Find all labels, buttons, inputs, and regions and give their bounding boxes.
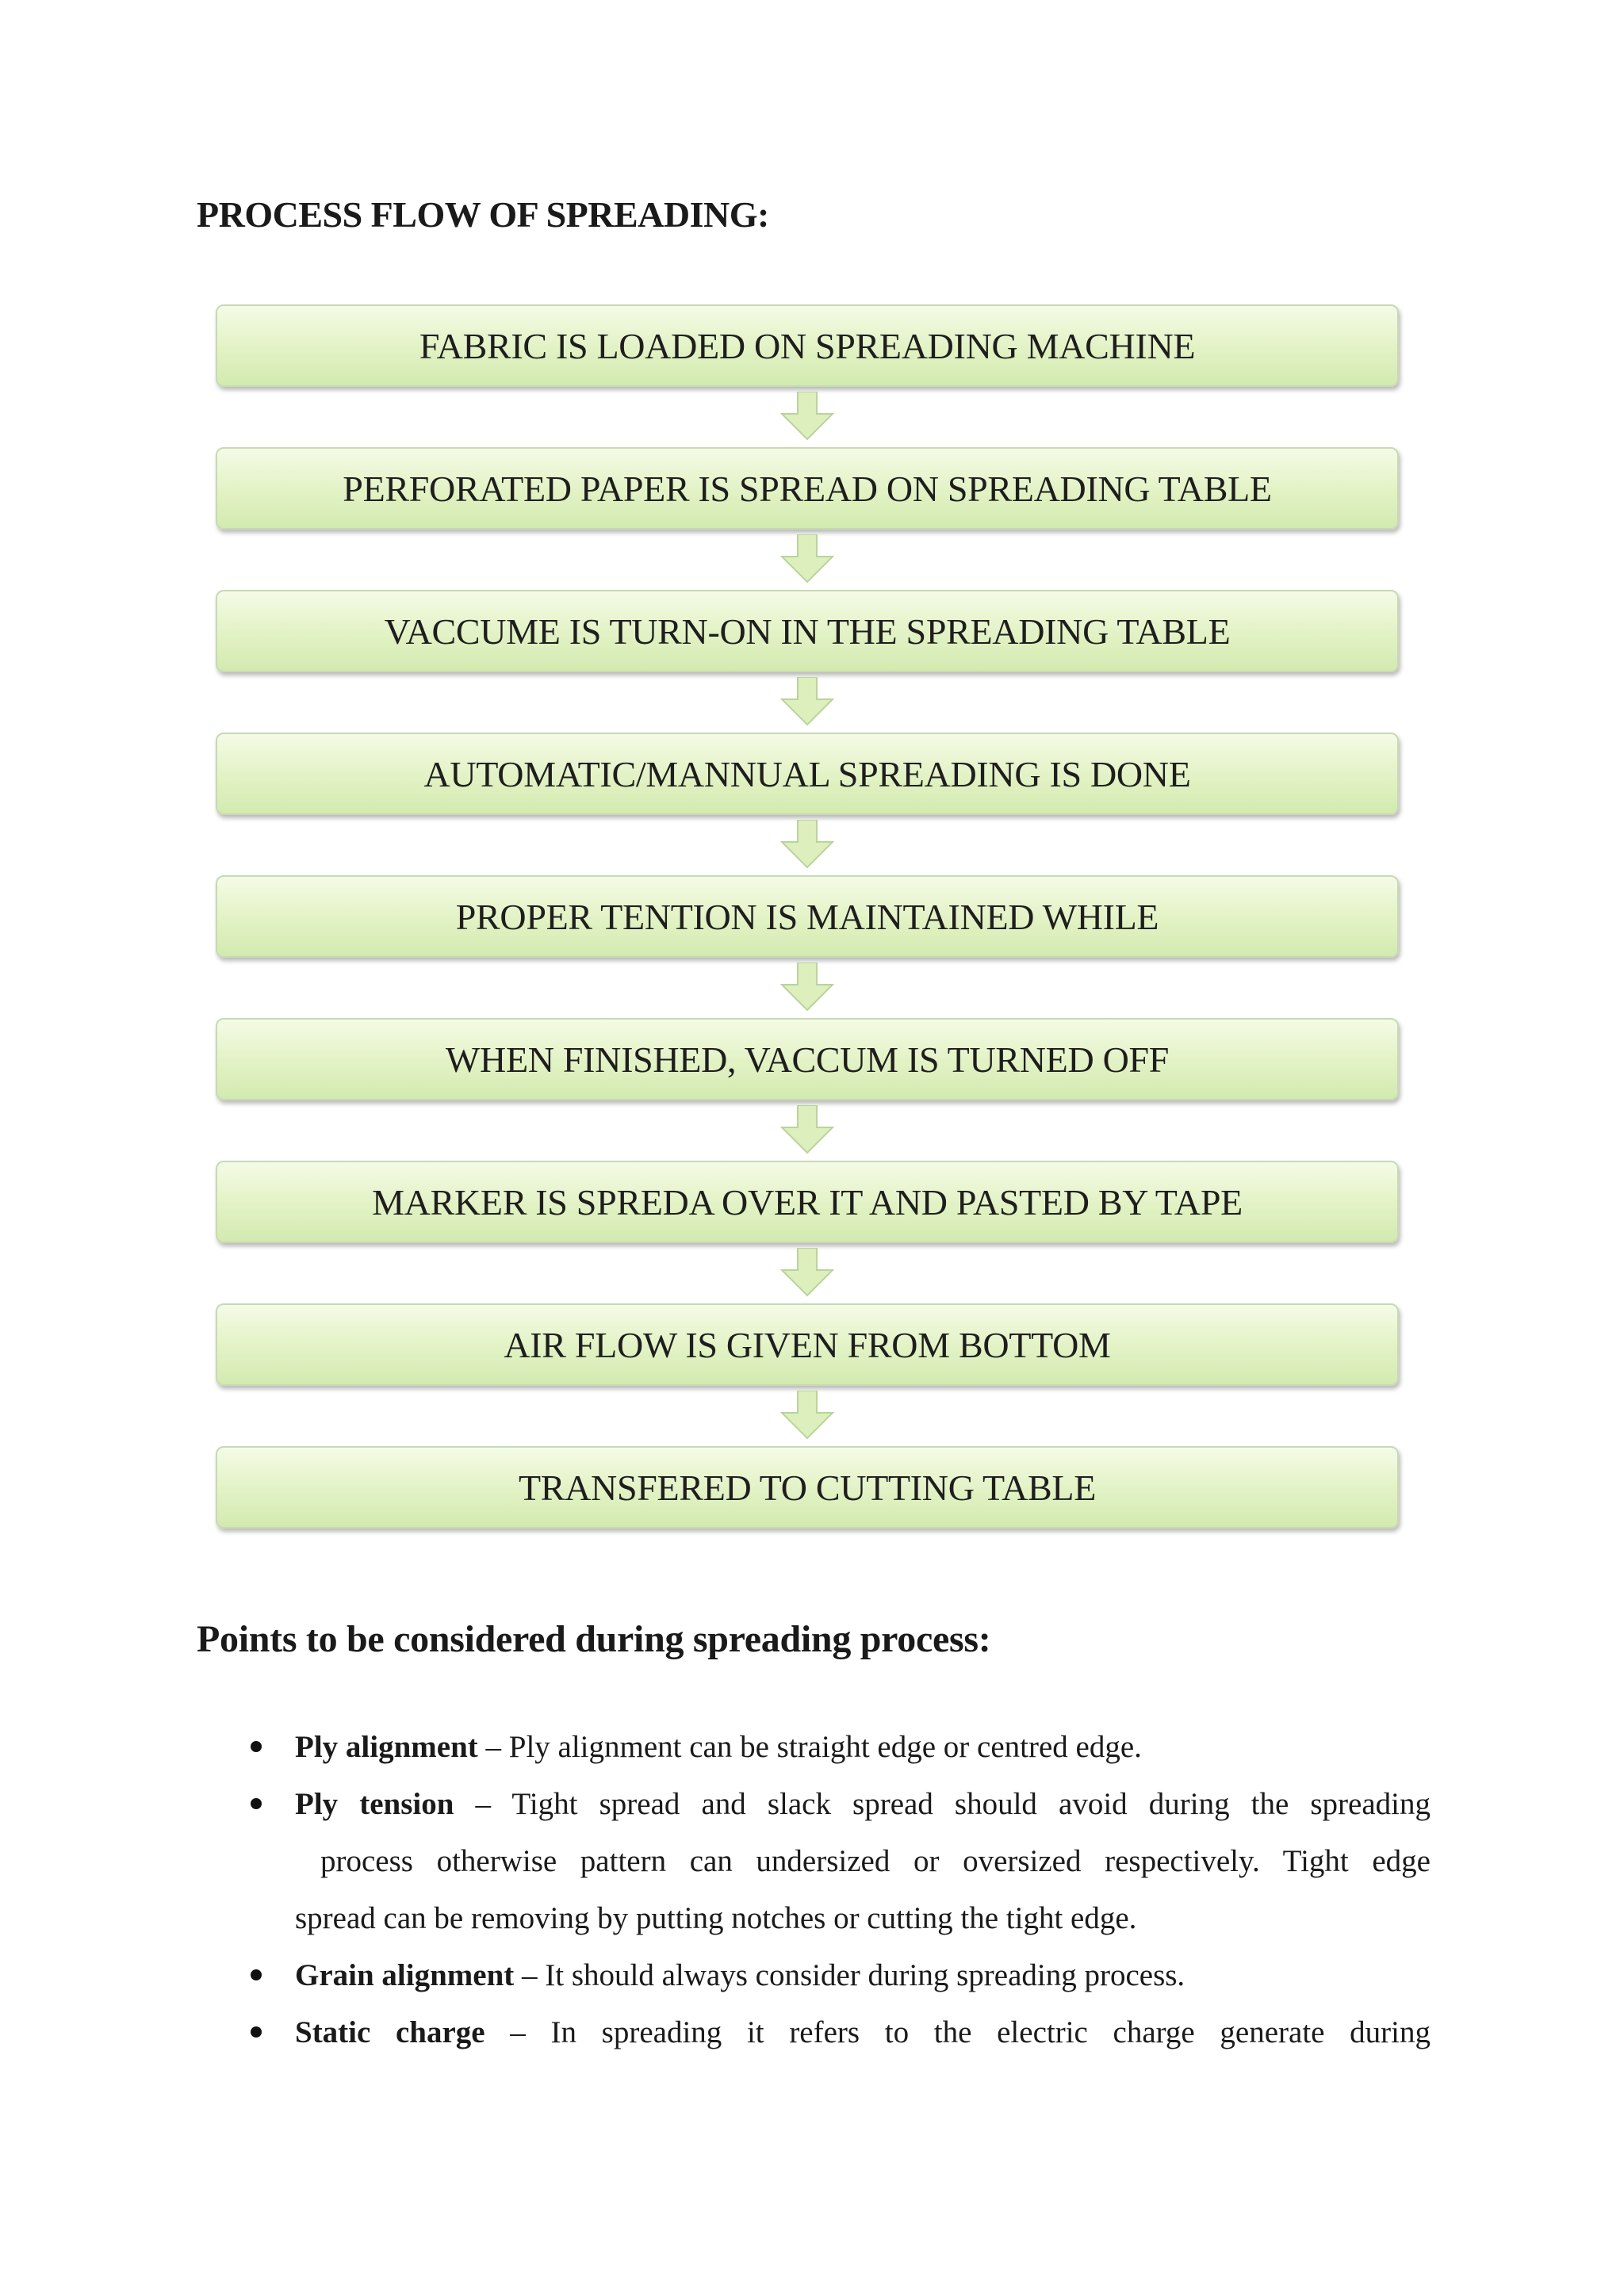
flow-step-8 bbox=[216, 1303, 1399, 1386]
list-item bbox=[238, 1947, 1431, 2004]
point-term: Static charge bbox=[295, 2015, 485, 2049]
list-item bbox=[238, 1719, 1431, 1776]
flow-step-label: MARKER IS SPREDA OVER IT AND PASTED BY TAPE bbox=[372, 1181, 1243, 1223]
flow-step-label: PERFORATED PAPER IS SPREAD ON SPREADING TABLE bbox=[343, 468, 1272, 509]
down-arrow-icon bbox=[780, 677, 834, 726]
down-arrow-icon bbox=[780, 534, 834, 584]
point-text: – In spreading it refers to the electric charge generate during bbox=[485, 2015, 1431, 2049]
flow-step-6 bbox=[216, 1018, 1399, 1100]
flow-step-5 bbox=[216, 875, 1399, 958]
bullet-icon bbox=[251, 1741, 262, 1752]
down-arrow-icon bbox=[780, 962, 834, 1012]
flow-step-label: AIR FLOW IS GIVEN FROM BOTTOM bbox=[504, 1324, 1111, 1365]
point-term: Ply alignment bbox=[295, 1730, 478, 1764]
list-item bbox=[238, 1776, 1431, 1833]
point-term: Ply tension bbox=[295, 1787, 454, 1821]
flow-step-9 bbox=[216, 1446, 1399, 1529]
page-title: PROCESS FLOW OF SPREADING: bbox=[197, 194, 769, 235]
flow-step-2 bbox=[216, 447, 1399, 530]
flow-step-label: WHEN FINISHED, VACCUM IS TURNED OFF bbox=[445, 1039, 1170, 1080]
list-item-continuation bbox=[238, 1890, 1431, 1947]
point-text-continuation: spread can be removing by putting notches or cutting the tight edge. bbox=[295, 1901, 1137, 1935]
list-item bbox=[238, 2004, 1431, 2061]
process-flowchart bbox=[216, 304, 1399, 1529]
down-arrow-icon bbox=[780, 1391, 834, 1440]
down-arrow-icon bbox=[780, 1105, 834, 1154]
flow-step-1 bbox=[216, 304, 1399, 387]
points-heading: Points to be considered during spreading process: bbox=[197, 1618, 991, 1660]
bullet-icon bbox=[251, 2026, 262, 2038]
flow-step-3 bbox=[216, 590, 1399, 672]
point-text: – Tight spread and slack spread should avoid during the spreading bbox=[454, 1787, 1431, 1821]
bullet-icon bbox=[251, 1798, 262, 1809]
point-text: – Ply alignment can be straight edge or centred edge. bbox=[477, 1730, 1142, 1764]
bullet-icon bbox=[251, 1969, 262, 1980]
flow-step-7 bbox=[216, 1161, 1399, 1243]
flow-step-label: FABRIC IS LOADED ON SPREADING MACHINE bbox=[419, 325, 1196, 366]
flow-step-label: VACCUME IS TURN-ON IN THE SPREADING TABLE bbox=[384, 610, 1231, 652]
down-arrow-icon bbox=[780, 392, 834, 441]
points-list bbox=[238, 1719, 1431, 2061]
flow-step-label: TRANSFERED TO CUTTING TABLE bbox=[518, 1467, 1097, 1508]
point-text-continuation: process otherwise pattern can undersized or oversized respectively. Tight edge bbox=[320, 1844, 1431, 1878]
down-arrow-icon bbox=[780, 1248, 834, 1297]
flow-step-label: AUTOMATIC/MANNUAL SPREADING IS DONE bbox=[423, 753, 1191, 794]
list-item-continuation bbox=[238, 1833, 1431, 1890]
flow-step-4 bbox=[216, 733, 1399, 815]
flow-step-label: PROPER TENTION IS MAINTAINED WHILE bbox=[455, 896, 1159, 937]
point-term: Grain alignment bbox=[295, 1958, 515, 1992]
down-arrow-icon bbox=[780, 820, 834, 869]
point-text: – It should always consider during spreading process. bbox=[514, 1958, 1185, 1992]
